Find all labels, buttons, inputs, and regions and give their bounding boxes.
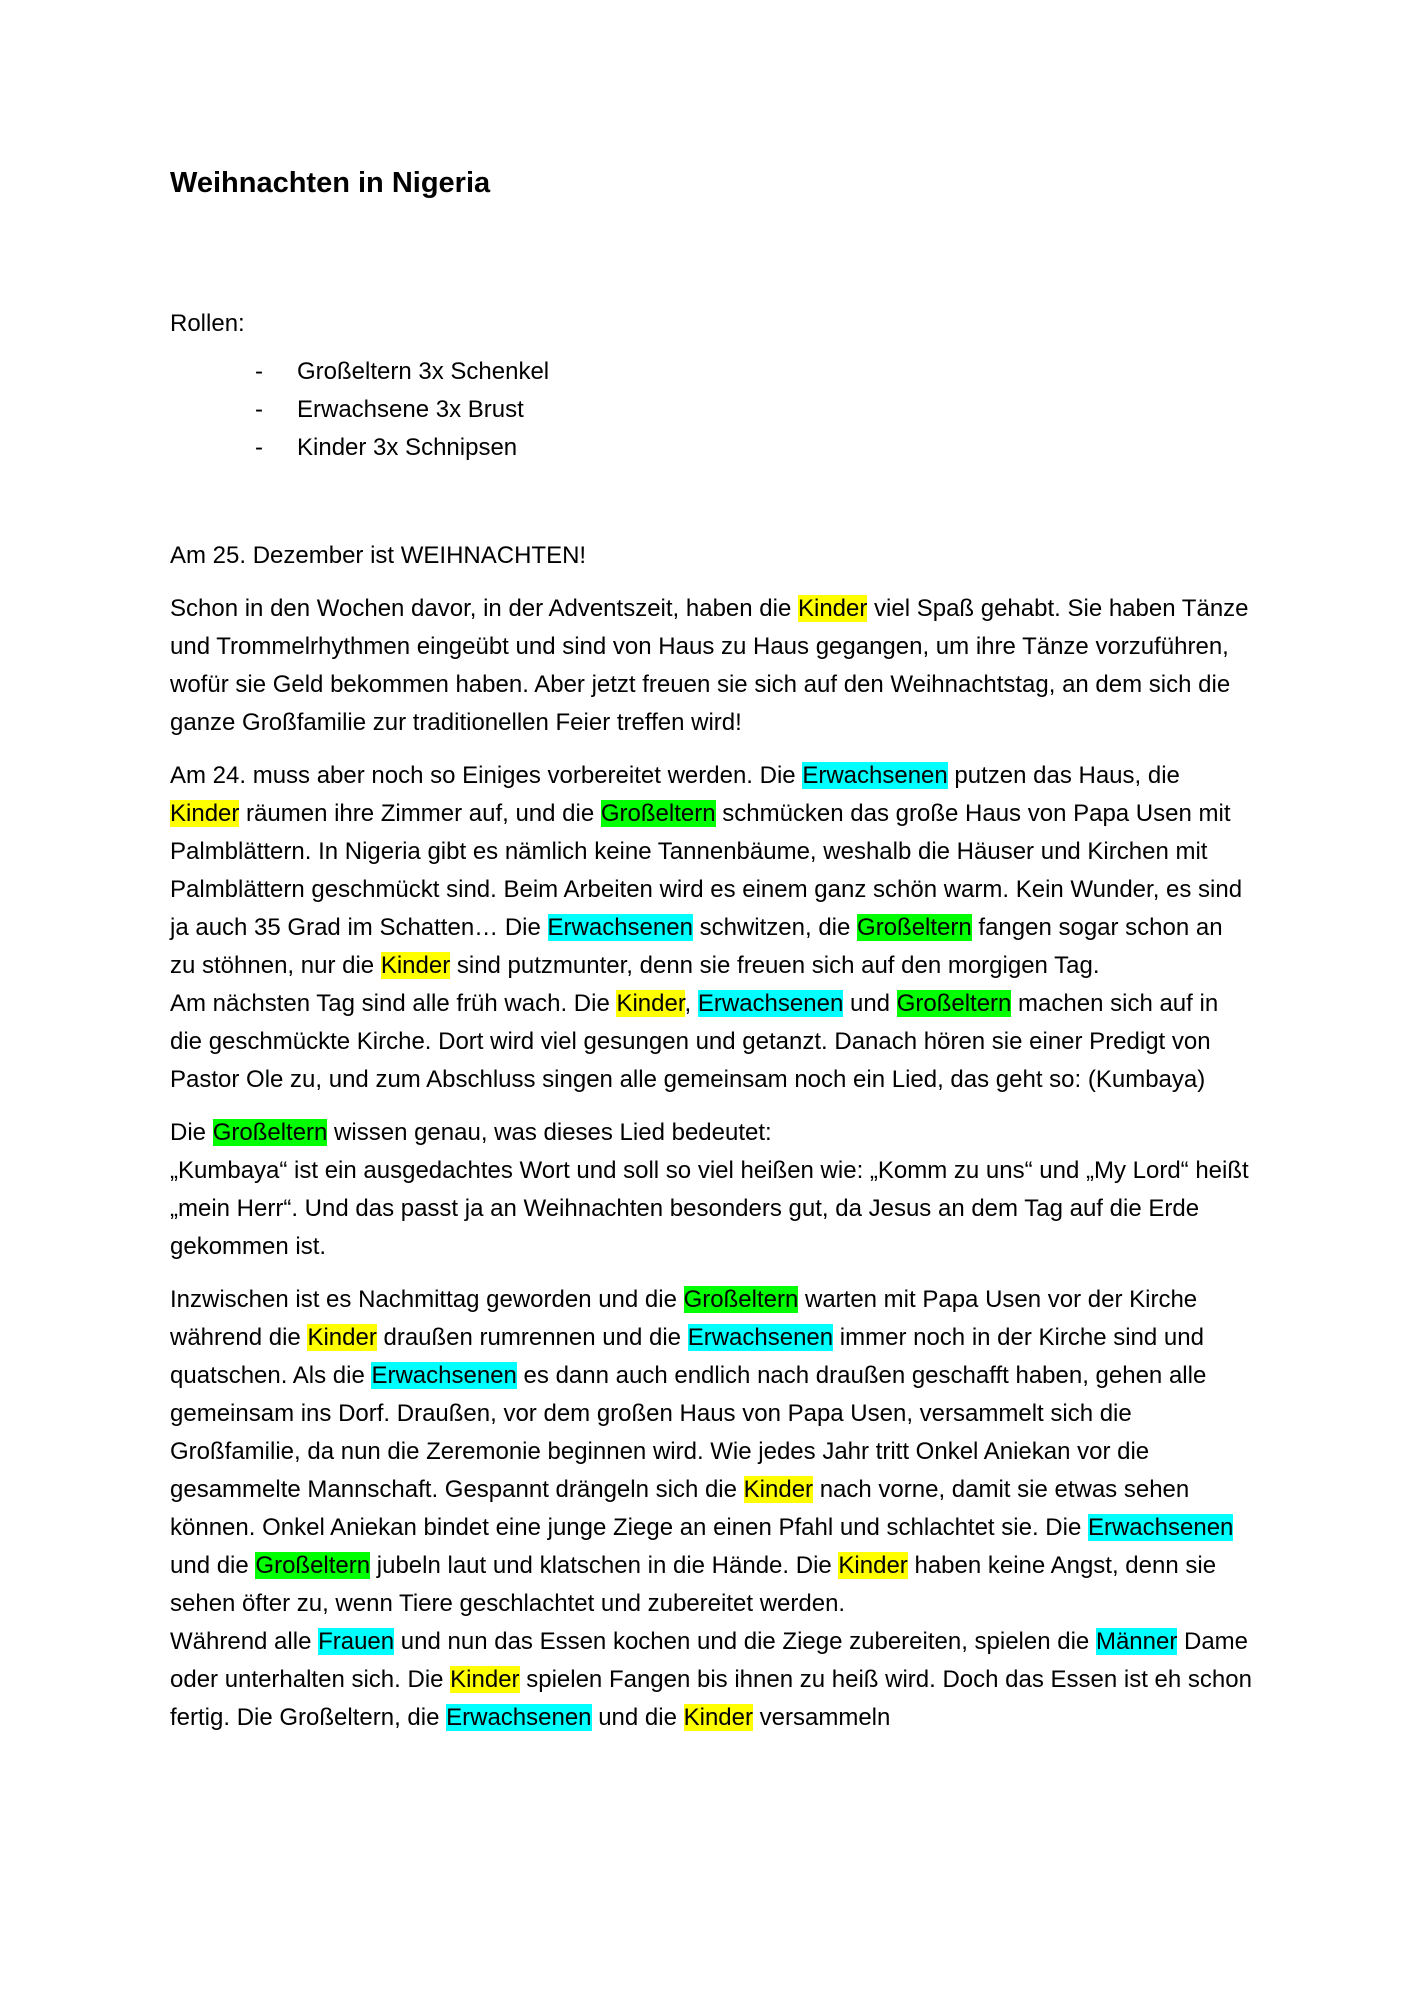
paragraph: Am nächsten Tag sind alle früh wach. Die Kinder, Erwachsenen und Großeltern machen sich auf in die geschmückte Kirche. Dort wird viel gesungen und getanzt. Danach hören sie einer Predigt von Pastor Ole zu, und zum Abschluss singen alle gemeinsam noch ein Lied, das geht so: (Kumbaya): [170, 989, 1219, 1093]
paragraph: Am 24. muss aber noch so Einiges vorbereitet werden. Die Erwachsenen putzen das Haus, die Kinder räumen ihre Zimmer auf, und die Großeltern schmücken das große Haus von Papa Usen mit Palmblättern. In Nigeria gibt es nämlich keine Tannenbäume, weshalb die Häuser und Kirchen mit Palmblättern geschmückt sind. Beim Arbeiten wird es einem ganz schön warm. Kein Wunder, es sind ja auch 35 Grad im Schatten… Die Erwachsenen schwitzen, die Großeltern fangen sogar schon an zu stöhnen, nur die Kinder sind putzmunter, denn sie freuen sich auf den morgigen Tag.: [170, 761, 1243, 979]
roles-list: [170, 353, 1254, 467]
document-title: Weihnachten in Nigeria: [170, 167, 491, 199]
paragraph: Inzwischen ist es Nachmittag geworden und die Großeltern warten mit Papa Usen vor der Kirche während die Kinder draußen rumrennen und die Erwachsenen immer noch in der Kirche sind und quatschen. Als die Erwachsenen es dann auch endlich nach draußen geschafft haben, gehen alle gemeinsam ins Dorf. Draußen, vor dem großen Haus von Papa Usen, versammelt sich die Großfamilie, da nun die Zeremonie beginnen wird. Wie jedes Jahr tritt Onkel Aniekan vor die gesammelte Mannschaft. Gespannt drängeln sich die Kinder nach vorne, damit sie etwas sehen können. Onkel Aniekan bindet eine junge Ziege an einen Pfahl und schlachtet sie. Die Erwachsenen und die Großeltern jubeln laut und klatschen in die Hände. Die Kinder haben keine Angst, denn sie sehen öfter zu, wenn Tiere geschlachtet und zubereitet werden.: [170, 1285, 1234, 1617]
roles-label: Rollen:: [170, 309, 245, 337]
highlight-grosseltern: Großeltern: [683, 1285, 799, 1313]
highlight-frauen: Frauen: [318, 1627, 395, 1655]
highlight-grosseltern: Großeltern: [896, 989, 1012, 1017]
highlight-kinder: Kinder: [170, 799, 240, 827]
highlight-kinder: Kinder: [450, 1665, 520, 1693]
paragraph: Die Großeltern wissen genau, was dieses Lied bedeutet:: [170, 1118, 772, 1146]
role-item: - Erwachsene 3x Brust: [255, 391, 1254, 429]
highlight-kinder: Kinder: [797, 594, 868, 622]
highlight-grosseltern: Großeltern: [212, 1118, 328, 1146]
highlight-grosseltern: Großeltern: [600, 799, 716, 827]
role-item: - Großeltern 3x Schenkel: [255, 353, 1254, 391]
highlight-erwachsenen: Erwachsenen: [547, 913, 693, 941]
highlight-erwachsenen: Erwachsenen: [371, 1361, 517, 1389]
highlight-erwachsenen: Erwachsenen: [697, 989, 844, 1017]
highlight-maenner: Männer: [1095, 1627, 1178, 1655]
highlight-grosseltern: Großeltern: [255, 1551, 371, 1579]
highlight-erwachsenen: Erwachsenen: [446, 1703, 592, 1731]
highlight-erwachsenen: Erwachsenen: [687, 1323, 834, 1351]
paragraph: Schon in den Wochen davor, in der Adventszeit, haben die Kinder viel Spaß gehabt. Sie haben Tänze und Trommelrhythmen eingeübt und sind von Haus zu Haus gegangen, um ihre Tänze vorzuführen, wofür sie Geld bekommen haben. Aber jetzt freuen sie sich auf den Weihnachtstag, an dem sich die ganze Großfamilie zur traditionellen Feier treffen wird!: [170, 594, 1249, 736]
highlight-erwachsenen: Erwachsenen: [1087, 1513, 1234, 1541]
highlight-erwachsenen: Erwachsenen: [802, 761, 948, 789]
highlight-grosseltern: Großeltern: [857, 913, 972, 941]
highlight-kinder: Kinder: [307, 1323, 377, 1351]
paragraph: „Kumbaya“ ist ein ausgedachtes Wort und soll so viel heißen wie: „Komm zu uns“ und „My Lord“ heißt „mein Herr“. Und das passt ja an Weihnachten besonders gut, da Jesus an dem Tag auf die Erde gekommen ist.: [170, 1156, 1249, 1260]
role-item: - Kinder 3x Schnipsen: [255, 429, 1254, 467]
highlight-kinder: Kinder: [743, 1475, 814, 1503]
highlight-kinder: Kinder: [838, 1551, 908, 1579]
paragraph: Während alle Frauen und nun das Essen kochen und die Ziege zubereiten, spielen die Männer Dame oder unterhalten sich. Die Kinder spielen Fangen bis ihnen zu heiß wird. Doch das Essen ist eh schon fertig. Die Großeltern, die Erwachsenen und die Kinder versammeln: [170, 1627, 1252, 1731]
highlight-kinder: Kinder: [683, 1703, 753, 1731]
highlight-kinder: Kinder: [380, 951, 451, 979]
story-body: [170, 537, 1254, 1737]
paragraph: Am 25. Dezember ist WEIHNACHTEN!: [170, 541, 587, 569]
highlight-kinder: Kinder: [616, 989, 685, 1017]
